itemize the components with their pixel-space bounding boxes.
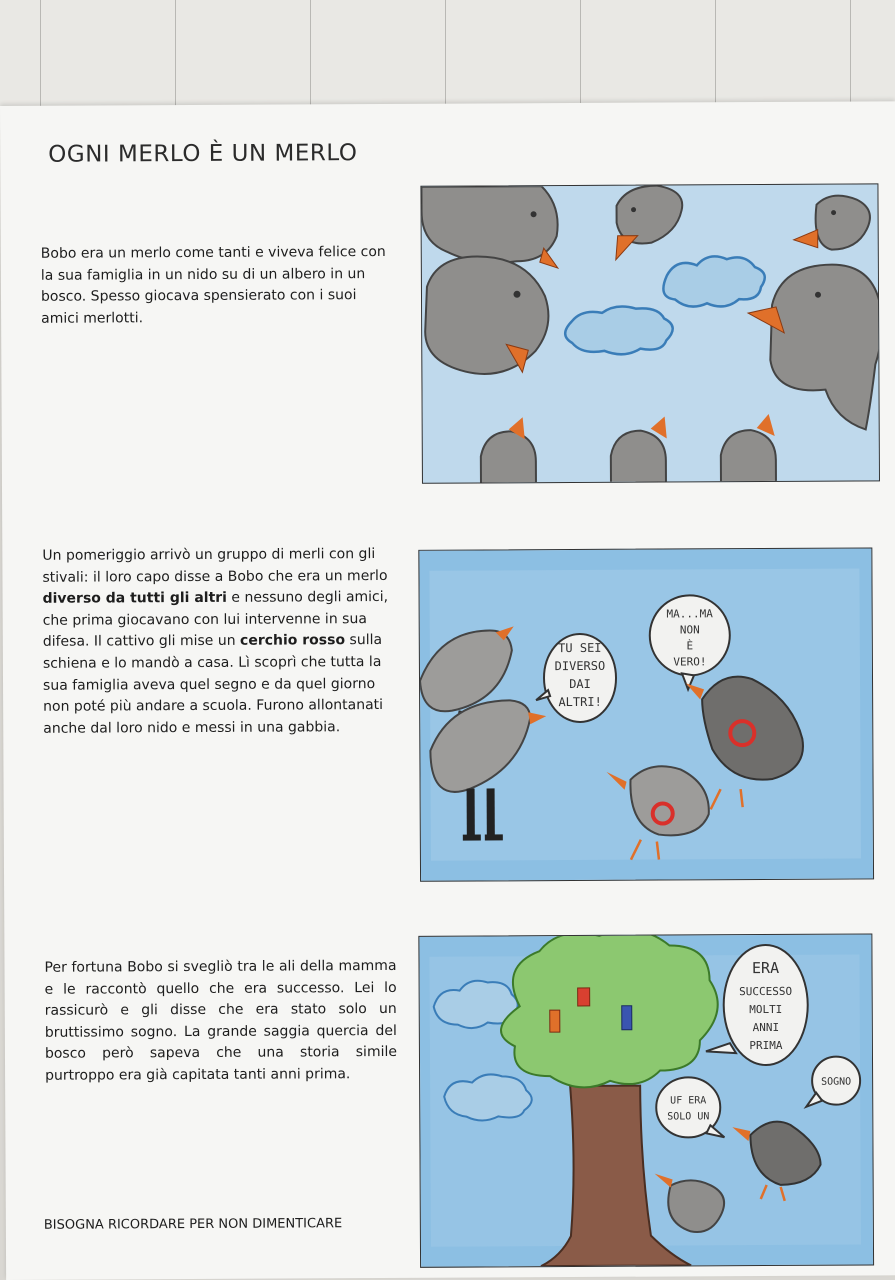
bubble-era-line-3: MOLTI: [749, 1002, 783, 1017]
bubble-era-line-1: ERA: [751, 958, 780, 978]
paragraph-2-part-a: Un pomeriggio arrivò un gruppo di merli con gli stivali: il loro capo disse a Bobo che era un merlo: [42, 546, 388, 586]
bubble-ma-line-1: MA...MA: [666, 607, 713, 621]
footer-motto: BISOGNA RICORDARE PER NON DIMENTICARE: [43, 1216, 343, 1233]
bubble-diverso-line-3: DAI: [569, 676, 591, 692]
cloud-icon: [663, 256, 765, 307]
bubble-diverso-line-2: DIVERSO: [554, 658, 606, 674]
page-title: OGNI MERLO È UN MERLO: [48, 140, 358, 168]
bubble-ma-line-4: VERO!: [673, 655, 707, 669]
illustration-panel-old-oak: [418, 933, 874, 1267]
illustration-panel-red-circle: [418, 547, 874, 881]
bubble-uf-line-1: UF ERA: [670, 1095, 707, 1107]
paragraph-3: Per fortuna Bobo si svegliò tra le ali della mamma e le raccontò quello che era successo. Lei lo rassicurò e gli disse che era stato solo un bruttissimo sogno. La grande saggia quercia del bosco però sapeva che una storia simile purtroppo era già capitata tanti anni prima.: [44, 957, 398, 1084]
tree-canopy: [500, 934, 718, 1087]
paragraph-2-bold-diverso: diverso da tutti gli altri: [42, 590, 227, 607]
paragraph-1: Bobo era un merlo come tanti e viveva felice con la sua famiglia in un nido su di un albero in un bosco. Spesso giocava spensierato con i suoi amici merlotti.: [40, 243, 386, 327]
bubble-era-line-4: ANNI: [752, 1020, 780, 1035]
bubble-diverso-line-4: ALTRI!: [558, 694, 602, 710]
bubble-era-line-5: PRIMA: [749, 1038, 783, 1053]
bubble-diverso-line-1: TU SEI: [558, 640, 602, 656]
story-sheet: [0, 101, 895, 1280]
birds-playing-drawing: [421, 184, 879, 482]
cloud-icon: [444, 1074, 532, 1120]
paragraph-2: [42, 544, 395, 740]
bubble-ma-line-2: NON: [679, 623, 700, 637]
cloud-icon: [565, 306, 673, 354]
bubble-uf-line-2: SOLO UN: [667, 1111, 710, 1123]
paragraph-2-bold-cerchio: cerchio rosso: [239, 632, 346, 650]
lantern-icon: [578, 988, 590, 1006]
illustration-panel-birds-playing: [420, 183, 880, 483]
bubble-sogno-line-1: SOGNO: [821, 1076, 852, 1088]
lantern-icon: [550, 1010, 560, 1032]
bubble-ma-line-3: È: [686, 639, 694, 653]
bird-icon: [425, 256, 549, 374]
old-oak-drawing: [419, 934, 873, 1266]
paragraph-2-part-e: sulla schiena e lo mandò a casa. Lì scoprì che tutta la sua famiglia aveva quel segno e da quel giorno non poté più andare a scuola. Furono allontanati anche dal loro nido e messi in una gabbia.: [42, 632, 384, 737]
bubble-era-line-2: SUCCESSO: [739, 984, 793, 999]
red-circle-drawing: [419, 548, 873, 880]
lantern-icon: [622, 1006, 632, 1030]
paragraph-2-part-c: e nessuno degli amici, che prima giocavano con lui intervenne in sua difesa. Il cattivo gli mise un: [42, 589, 389, 651]
